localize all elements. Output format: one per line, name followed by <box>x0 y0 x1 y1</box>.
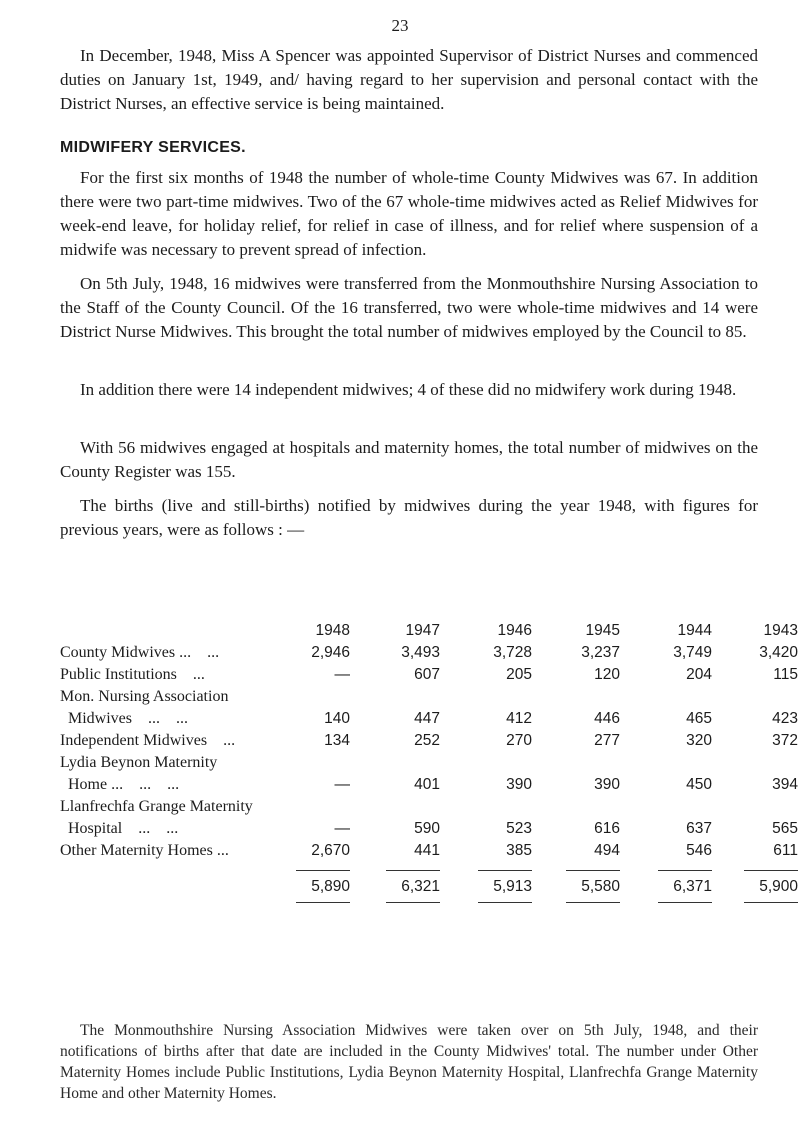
cell-value: 446 <box>594 710 620 727</box>
cell-value: 3,420 <box>759 644 798 661</box>
table-row <box>60 644 798 666</box>
row-label: Public Institutions ... <box>60 666 205 683</box>
table-body <box>60 644 798 864</box>
year-header: 1947 <box>405 622 440 639</box>
cell-value: — <box>334 776 350 793</box>
table-row <box>60 710 798 732</box>
total-value: 5,580 <box>581 878 620 895</box>
cell-value: 546 <box>686 842 712 859</box>
totals-rule-bottom <box>60 900 780 914</box>
cell-value: 441 <box>414 842 440 859</box>
cell-value: 205 <box>506 666 532 683</box>
year-header: 1946 <box>497 622 532 639</box>
cell-value: 120 <box>594 666 620 683</box>
cell-value: 385 <box>506 842 532 859</box>
cell-value: 140 <box>324 710 350 727</box>
transfer-paragraph: On 5th July, 1948, 16 midwives were transferred from the Monmouthshire Nursing Association to the Staff of the County Council. Of the 16 transferred, two were whole-time midwives and 14 were District Nurse Midwives. This brought the total number of midwives employed by the Council to 85. <box>60 274 758 341</box>
cell-value: 204 <box>686 666 712 683</box>
cell-value: — <box>334 666 350 683</box>
cell-value: 390 <box>506 776 532 793</box>
total-value: 5,900 <box>759 878 798 895</box>
table-note-paragraph: The Monmouthshire Nursing Association Midwives were taken over on 5th July, 1948, and their notifications of births after that date are included in the County Midwives' total. The number under Other Maternity Homes include Public Institutions, Lydia Beynon Maternity Hospital, Llanfrechfa Grange Maternity Home and other Maternity Homes. <box>60 1022 758 1102</box>
row-label: County Midwives ... ... <box>60 644 220 661</box>
cell-value: 447 <box>414 710 440 727</box>
cell-value: 450 <box>686 776 712 793</box>
cell-value: — <box>334 820 350 837</box>
independent-midwives-paragraph: In addition there were 14 independent midwives; 4 of these did no midwifery work during 1948. <box>80 380 737 399</box>
row-label: Independent Midwives ... <box>60 732 236 749</box>
total-value: 6,321 <box>401 878 440 895</box>
page-number: 23 <box>391 16 409 35</box>
year-header: 1945 <box>585 622 620 639</box>
table-row <box>60 776 798 798</box>
year-header: 1944 <box>677 622 712 639</box>
year-header: 1943 <box>763 622 798 639</box>
cell-value: 494 <box>594 842 620 859</box>
totals-rule-top <box>60 864 780 878</box>
table-row <box>60 820 798 842</box>
row-label: Mon. Nursing Association <box>60 688 229 705</box>
table-row <box>60 842 798 864</box>
cell-value: 401 <box>414 776 440 793</box>
hospitals-paragraph: With 56 midwives engaged at hospitals and maternity homes, the total number of midwives on the County Register was 155. <box>60 438 758 481</box>
cell-value: 320 <box>686 732 712 749</box>
year-header: 1948 <box>315 622 350 639</box>
cell-value: 3,237 <box>581 644 620 661</box>
cell-value: 3,728 <box>493 644 532 661</box>
cell-value: 565 <box>772 820 798 837</box>
cell-value: 607 <box>414 666 440 683</box>
section-heading: MIDWIFERY SERVICES. <box>60 139 246 156</box>
cell-value: 372 <box>772 732 798 749</box>
row-label: Midwives ... ... <box>60 710 188 727</box>
cell-value: 465 <box>686 710 712 727</box>
table-row <box>60 754 780 776</box>
total-value: 6,371 <box>673 878 712 895</box>
cell-value: 115 <box>773 666 798 683</box>
cell-value: 611 <box>773 842 798 859</box>
cell-value: 423 <box>772 710 798 727</box>
table-row <box>60 798 780 820</box>
cell-value: 637 <box>686 820 712 837</box>
cell-value: 2,670 <box>311 842 350 859</box>
cell-value: 252 <box>414 732 440 749</box>
cell-value: 590 <box>414 820 440 837</box>
cell-value: 3,749 <box>673 644 712 661</box>
row-label: Other Maternity Homes ... <box>60 842 229 859</box>
row-label: Lydia Beynon Maternity <box>60 754 218 771</box>
supervisor-paragraph: In December, 1948, Miss A Spencer was appointed Supervisor of District Nurses and commenced duties on January 1st, 1949, and/ having regard to her supervision and personal contact with the District Nurses, an effective service is being maintained. <box>60 46 758 113</box>
row-label: Llanfrechfa Grange Maternity <box>60 798 253 815</box>
totals-row <box>60 878 798 900</box>
cell-value: 523 <box>506 820 532 837</box>
row-label: Home ... ... ... <box>60 776 180 793</box>
table-row <box>60 732 798 754</box>
cell-value: 616 <box>594 820 620 837</box>
first-six-months-paragraph: For the first six months of 1948 the number of whole-time County Midwives was 67. In addition there were two part-time midwives. Two of the 67 whole-time midwives acted as Relief Midwives for week-end leave, for holiday relief, for relief in case of illness, and for relief where suspension of a midwife was necessary to prevent spread of infection. <box>60 168 758 259</box>
table-row <box>60 688 780 710</box>
row-label: Hospital ... ... <box>60 820 179 837</box>
births-table <box>60 622 798 914</box>
cell-value: 2,946 <box>311 644 350 661</box>
cell-value: 3,493 <box>401 644 440 661</box>
cell-value: 412 <box>506 710 532 727</box>
cell-value: 134 <box>324 732 350 749</box>
total-value: 5,913 <box>493 878 532 895</box>
table-header-row <box>60 622 798 644</box>
total-value: 5,890 <box>311 878 350 895</box>
cell-value: 394 <box>772 776 798 793</box>
cell-value: 277 <box>594 732 620 749</box>
cell-value: 390 <box>594 776 620 793</box>
births-intro-paragraph: The births (live and still-births) notified by midwives during the year 1948, with figures for previous years, were as follows : — <box>60 496 758 539</box>
cell-value: 270 <box>506 732 532 749</box>
table-row <box>60 666 798 688</box>
